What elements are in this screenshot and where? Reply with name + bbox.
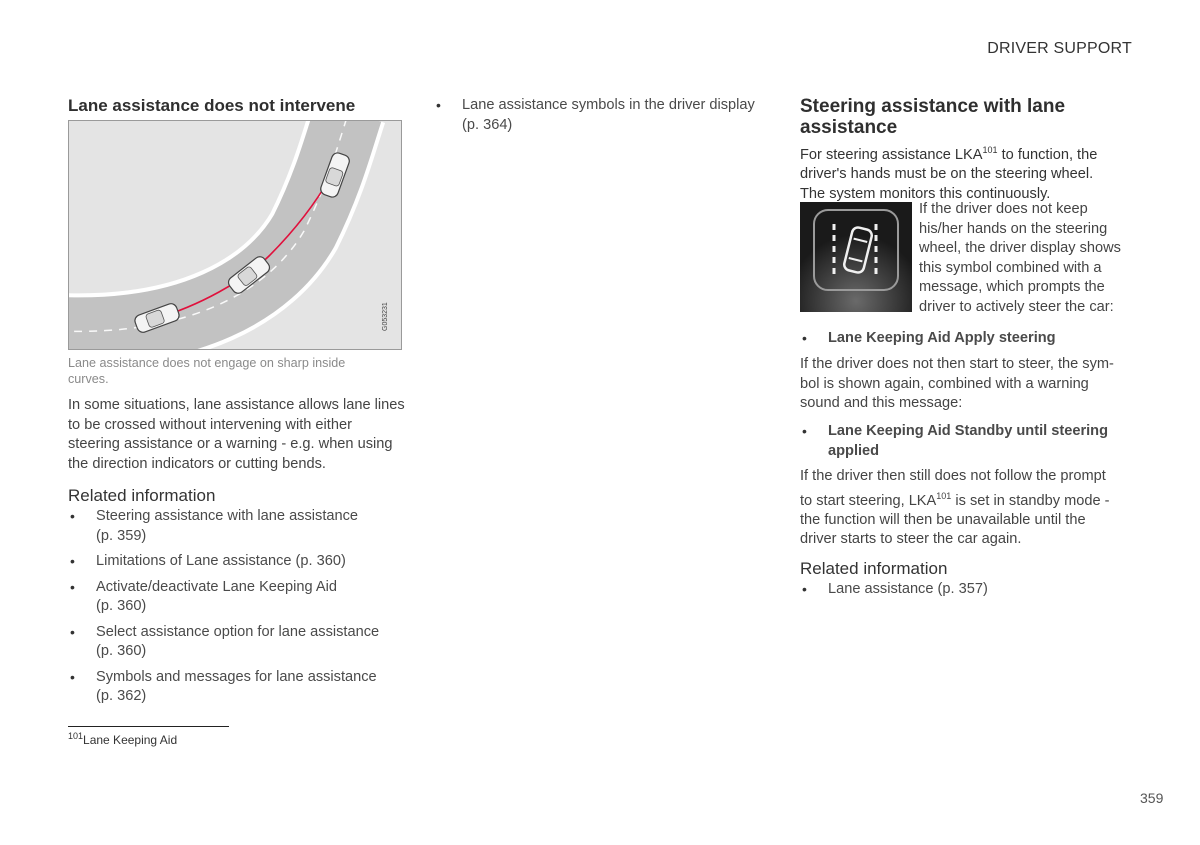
curve-diagram bbox=[69, 121, 402, 350]
footnote: $^{101}$Lane Keeping Aid bbox=[68, 731, 178, 747]
symbol-description: If the driver does not keep his/her hands on the steering wheel, the driver display shows this symbol combined with a message, which prompts the driver to actively steer the car: bbox=[919, 201, 1121, 315]
display-message: • Lane Keeping Aid Standby until steering applied bbox=[802, 423, 1109, 459]
related-link[interactable]: • Lane assistance symbols in the driver display (p. 364) bbox=[436, 97, 755, 133]
display-message: • Lane Keeping Aid Apply steering bbox=[802, 330, 1056, 346]
related-link[interactable]: • Limitations of Lane assistance (p. 360) bbox=[70, 553, 346, 569]
middle-related-list bbox=[434, 96, 774, 141]
related-list bbox=[68, 507, 406, 713]
figure-code: G053231 bbox=[382, 302, 389, 331]
section-header: DRIVER SUPPORT bbox=[987, 40, 1132, 57]
footnote-divider bbox=[68, 726, 229, 727]
page-number: 359 bbox=[1140, 790, 1164, 806]
related-link[interactable]: • Steering assistance with lane assistance (p. 359) bbox=[70, 508, 359, 544]
steering-intro: For steering assistance LKA$^{101}$ to function, the driver's hands must be on the steering wheel. The system monitors this continuously. bbox=[800, 145, 1098, 202]
standby-paragraph: If the driver then still does not follow the prompt to start steering, LKA$^{101}$ is set in standby mode - the function will then be unavailable until the driver starts to steer the car again. bbox=[800, 468, 1110, 548]
figure-caption: Lane assistance does not engage on sharp inside curves. bbox=[68, 356, 346, 386]
lane-illustration bbox=[68, 120, 402, 350]
related-link[interactable]: • Lane assistance (p. 357) bbox=[802, 581, 988, 597]
related-heading: Related information bbox=[68, 486, 216, 505]
intro-paragraph: In some situations, lane assistance allows lane lines to be crossed without intervening with either steering assistance or a warning - e.g. when using the direction indicators or cutting bends. bbox=[68, 397, 405, 472]
section-heading-steering: Steering assistance with lane assistance bbox=[800, 96, 1066, 138]
related-heading: Related information bbox=[800, 559, 948, 578]
section-heading-lane-assistance: Lane assistance does not intervene bbox=[68, 96, 356, 115]
message-list-2 bbox=[800, 422, 1140, 467]
related-link[interactable]: • Select assistance option for lane assistance (p. 360) bbox=[70, 623, 380, 659]
right-related-list bbox=[800, 580, 1140, 606]
lane-keeping-icon bbox=[800, 202, 912, 312]
related-link[interactable]: • Activate/deactivate Lane Keeping Aid (p. 360) bbox=[70, 578, 337, 614]
message-list-1 bbox=[800, 329, 1140, 355]
related-link[interactable]: • Symbols and messages for lane assistance (p. 362) bbox=[70, 668, 377, 704]
lka-symbol-display bbox=[800, 202, 912, 312]
warning-paragraph: If the driver does not then start to steer, the sym- bol is shown again, combined with a warning sound and this message: bbox=[800, 356, 1114, 411]
